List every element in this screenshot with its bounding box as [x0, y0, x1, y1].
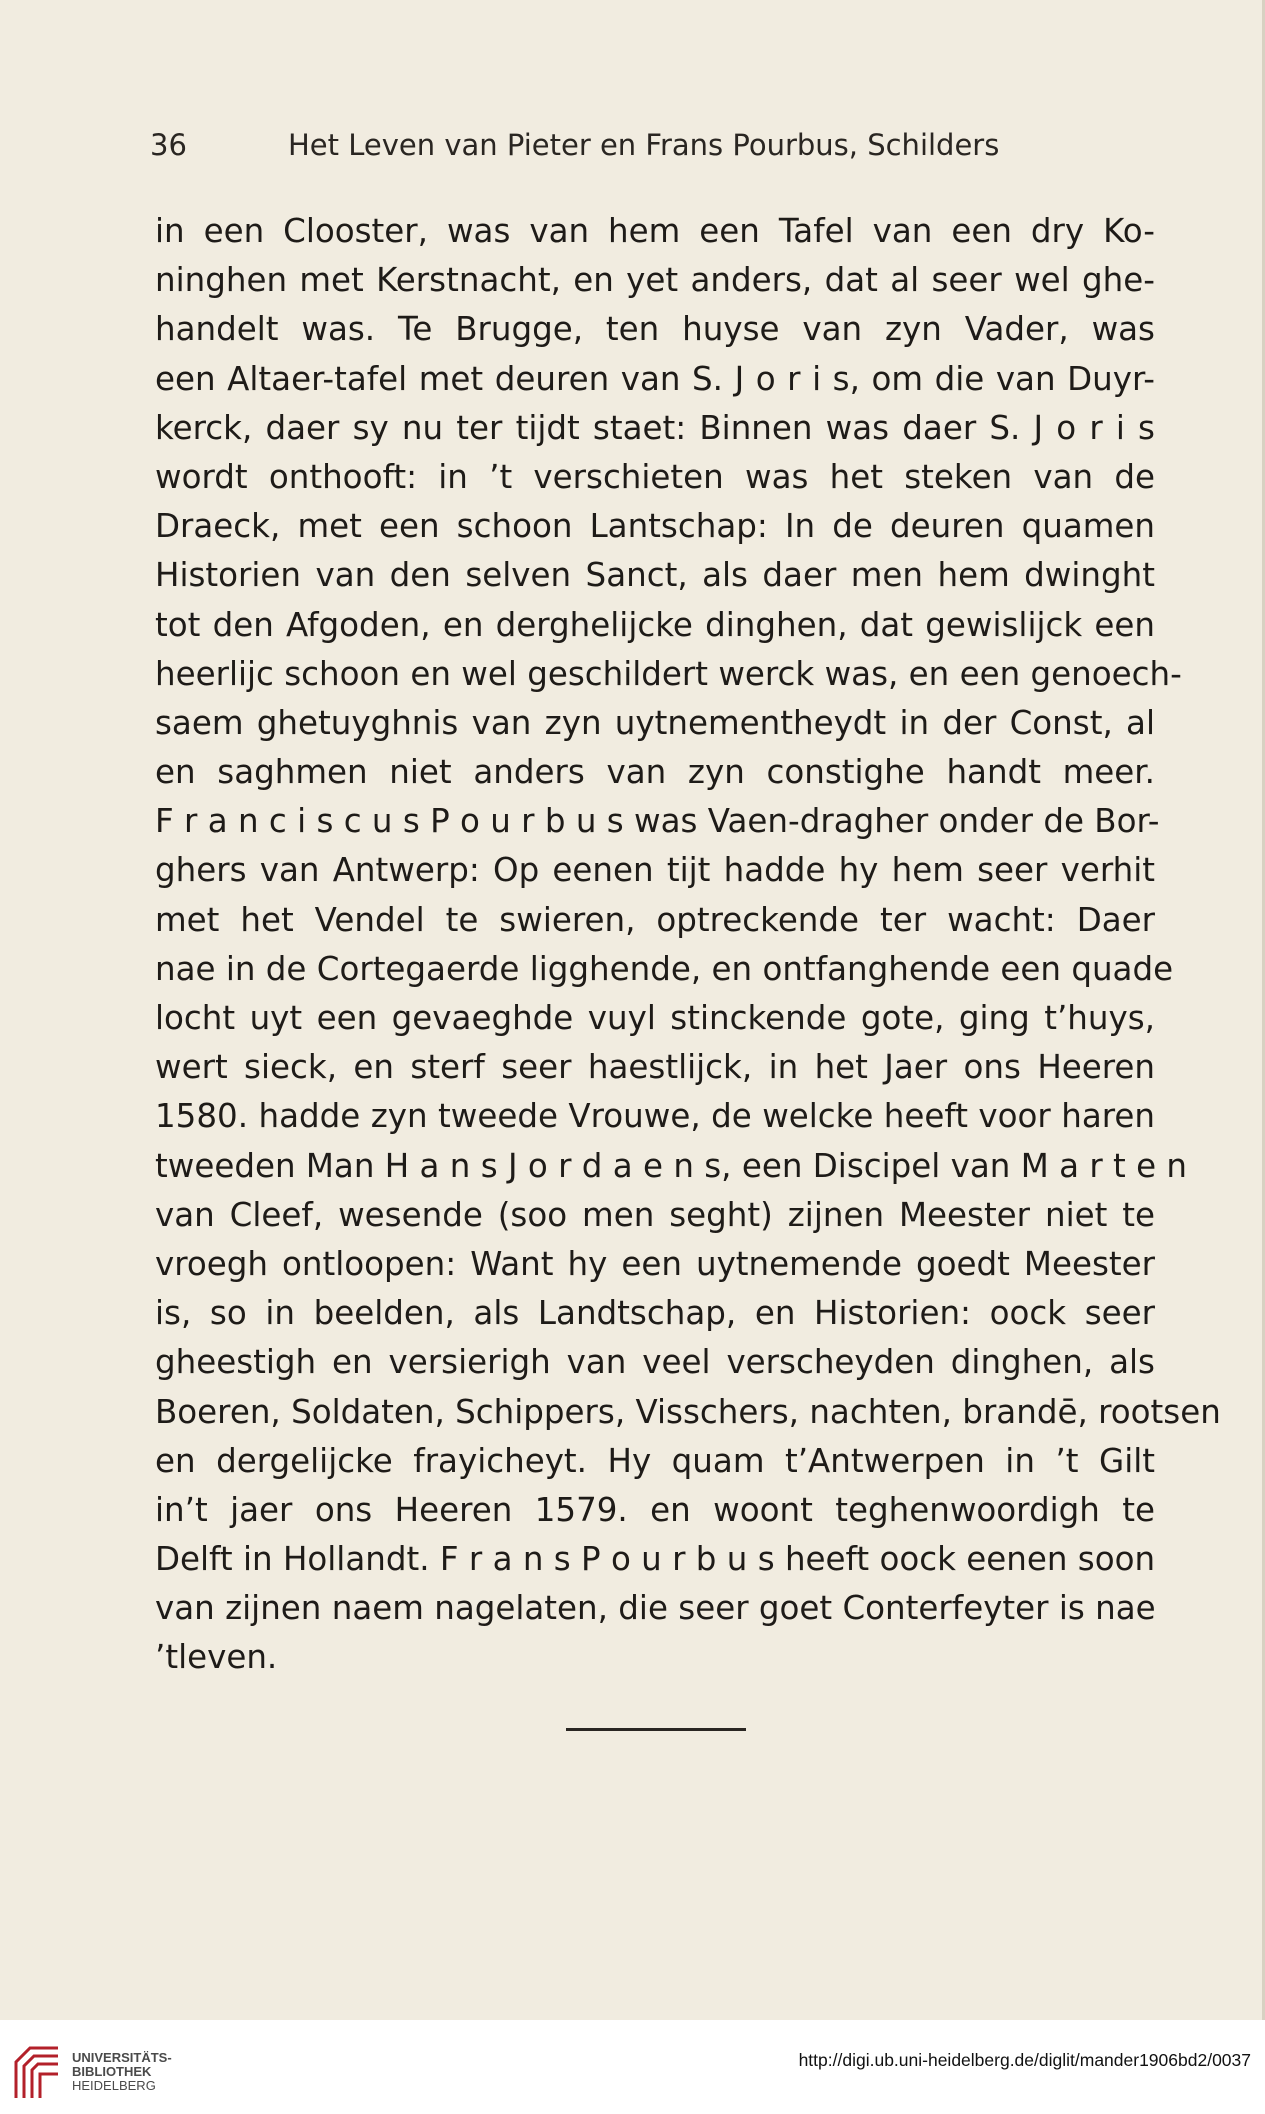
text-line: in een Clooster, was van hem een Tafel van een dry Ko- — [155, 212, 1155, 250]
section-end-rule — [566, 1728, 746, 1731]
text-line: wordt onthooft: in ’t verschieten was het steken van de — [155, 457, 1155, 496]
library-name-line: HEIDELBERG — [72, 2078, 156, 2093]
text-line: heerlijc schoon en wel geschildert werck was, en een genoech- — [155, 654, 1182, 693]
page-number: 36 — [150, 128, 187, 162]
library-logo-icon — [10, 2040, 65, 2104]
text-line: vroegh ontloopen: Want hy een uytnemende goedt Meester — [155, 1244, 1155, 1283]
permalink-url[interactable]: http://digi.ub.uni-heidelberg.de/diglit/mander1906bd2/0037 — [798, 2050, 1251, 2070]
footer — [0, 2020, 1265, 2114]
text-line: in’t jaer ons Heeren 1579. en woont teghenwoordigh te — [155, 1490, 1155, 1529]
text-line: F r a n c i s c u s P o u r b u s was Vaen-dragher onder de Bor- — [155, 802, 1160, 841]
running-title: Het Leven van Pieter en Frans Pourbus, Schilders — [288, 128, 1000, 162]
text-line: en saghmen niet anders van zyn constighe handt meer. — [155, 753, 1155, 792]
text-line: een Altaer-tafel met deuren van S. J o r i s, om die van Duyr- — [155, 359, 1155, 398]
text-line: handelt was. Te Brugge, ten huyse van zyn Vader, was — [155, 310, 1155, 349]
text-line: gheestigh en versierigh van veel verscheyden dinghen, als — [155, 1343, 1155, 1382]
text-line: wert sieck, en sterf seer haestlijck, in het Jaer ons Heeren — [155, 1048, 1155, 1087]
text-line: locht uyt een gevaeghde vuyl stinckende gote, ging t’huys, — [155, 999, 1155, 1037]
library-name — [72, 2051, 172, 2093]
text-line: ghers van Antwerp: Op eenen tijt hadde hy hem seer verhit — [155, 851, 1155, 890]
text-line: ’tleven. — [155, 1638, 278, 1677]
text-line: is, so in beelden, als Landtschap, en Historien: oock seer — [155, 1294, 1155, 1333]
body-text — [155, 207, 1221, 1683]
text-line: met het Vendel te swieren, optreckende ter wacht: Daer — [155, 900, 1155, 939]
library-name-line: UNIVERSITÄTS- — [72, 2050, 172, 2065]
text-line: 1580. hadde zyn tweede Vrouwe, de welcke heeft voor haren — [155, 1097, 1155, 1136]
text-line: van Cleef, wesende (soo men seght) zijnen Meester niet te — [155, 1195, 1155, 1234]
text-line: tweeden Man H a n s J o r d a e n s, een Discipel van M a r t e n — [155, 1146, 1188, 1185]
text-line: tot den Afgoden, en derghelijcke dinghen, dat gewislijck een — [155, 605, 1155, 644]
text-line: ninghen met Kerstnacht, en yet anders, dat al seer wel ghe- — [155, 261, 1155, 300]
library-name-line: BIBLIOTHEK — [72, 2064, 152, 2079]
text-line: saem ghetuyghnis van zyn uytnementheydt in der Const, al — [155, 703, 1155, 742]
text-line: kerck, daer sy nu ter tijdt staet: Binnen was daer S. J o r i s — [155, 408, 1155, 447]
text-line: en dergelijcke frayicheyt. Hy quam t’Antwerpen in ’t Gilt — [155, 1441, 1155, 1480]
text-line: Delft in Hollandt. F r a n s P o u r b u s heeft oock eenen soon — [155, 1540, 1156, 1579]
text-line: Draeck, met een schoon Lantschap: In de deuren quamen — [155, 507, 1155, 546]
text-line: Historien van den selven Sanct, als daer men hem dwinght — [155, 556, 1155, 595]
text-line: Boeren, Soldaten, Schippers, Visschers, nachten, brandē, rootsen — [155, 1392, 1221, 1431]
text-line: nae in de Cortegaerde ligghende, en ontfanghende een quade — [155, 949, 1174, 988]
text-line: van zijnen naem nagelaten, die seer goet Conterfeyter is nae — [155, 1589, 1156, 1628]
